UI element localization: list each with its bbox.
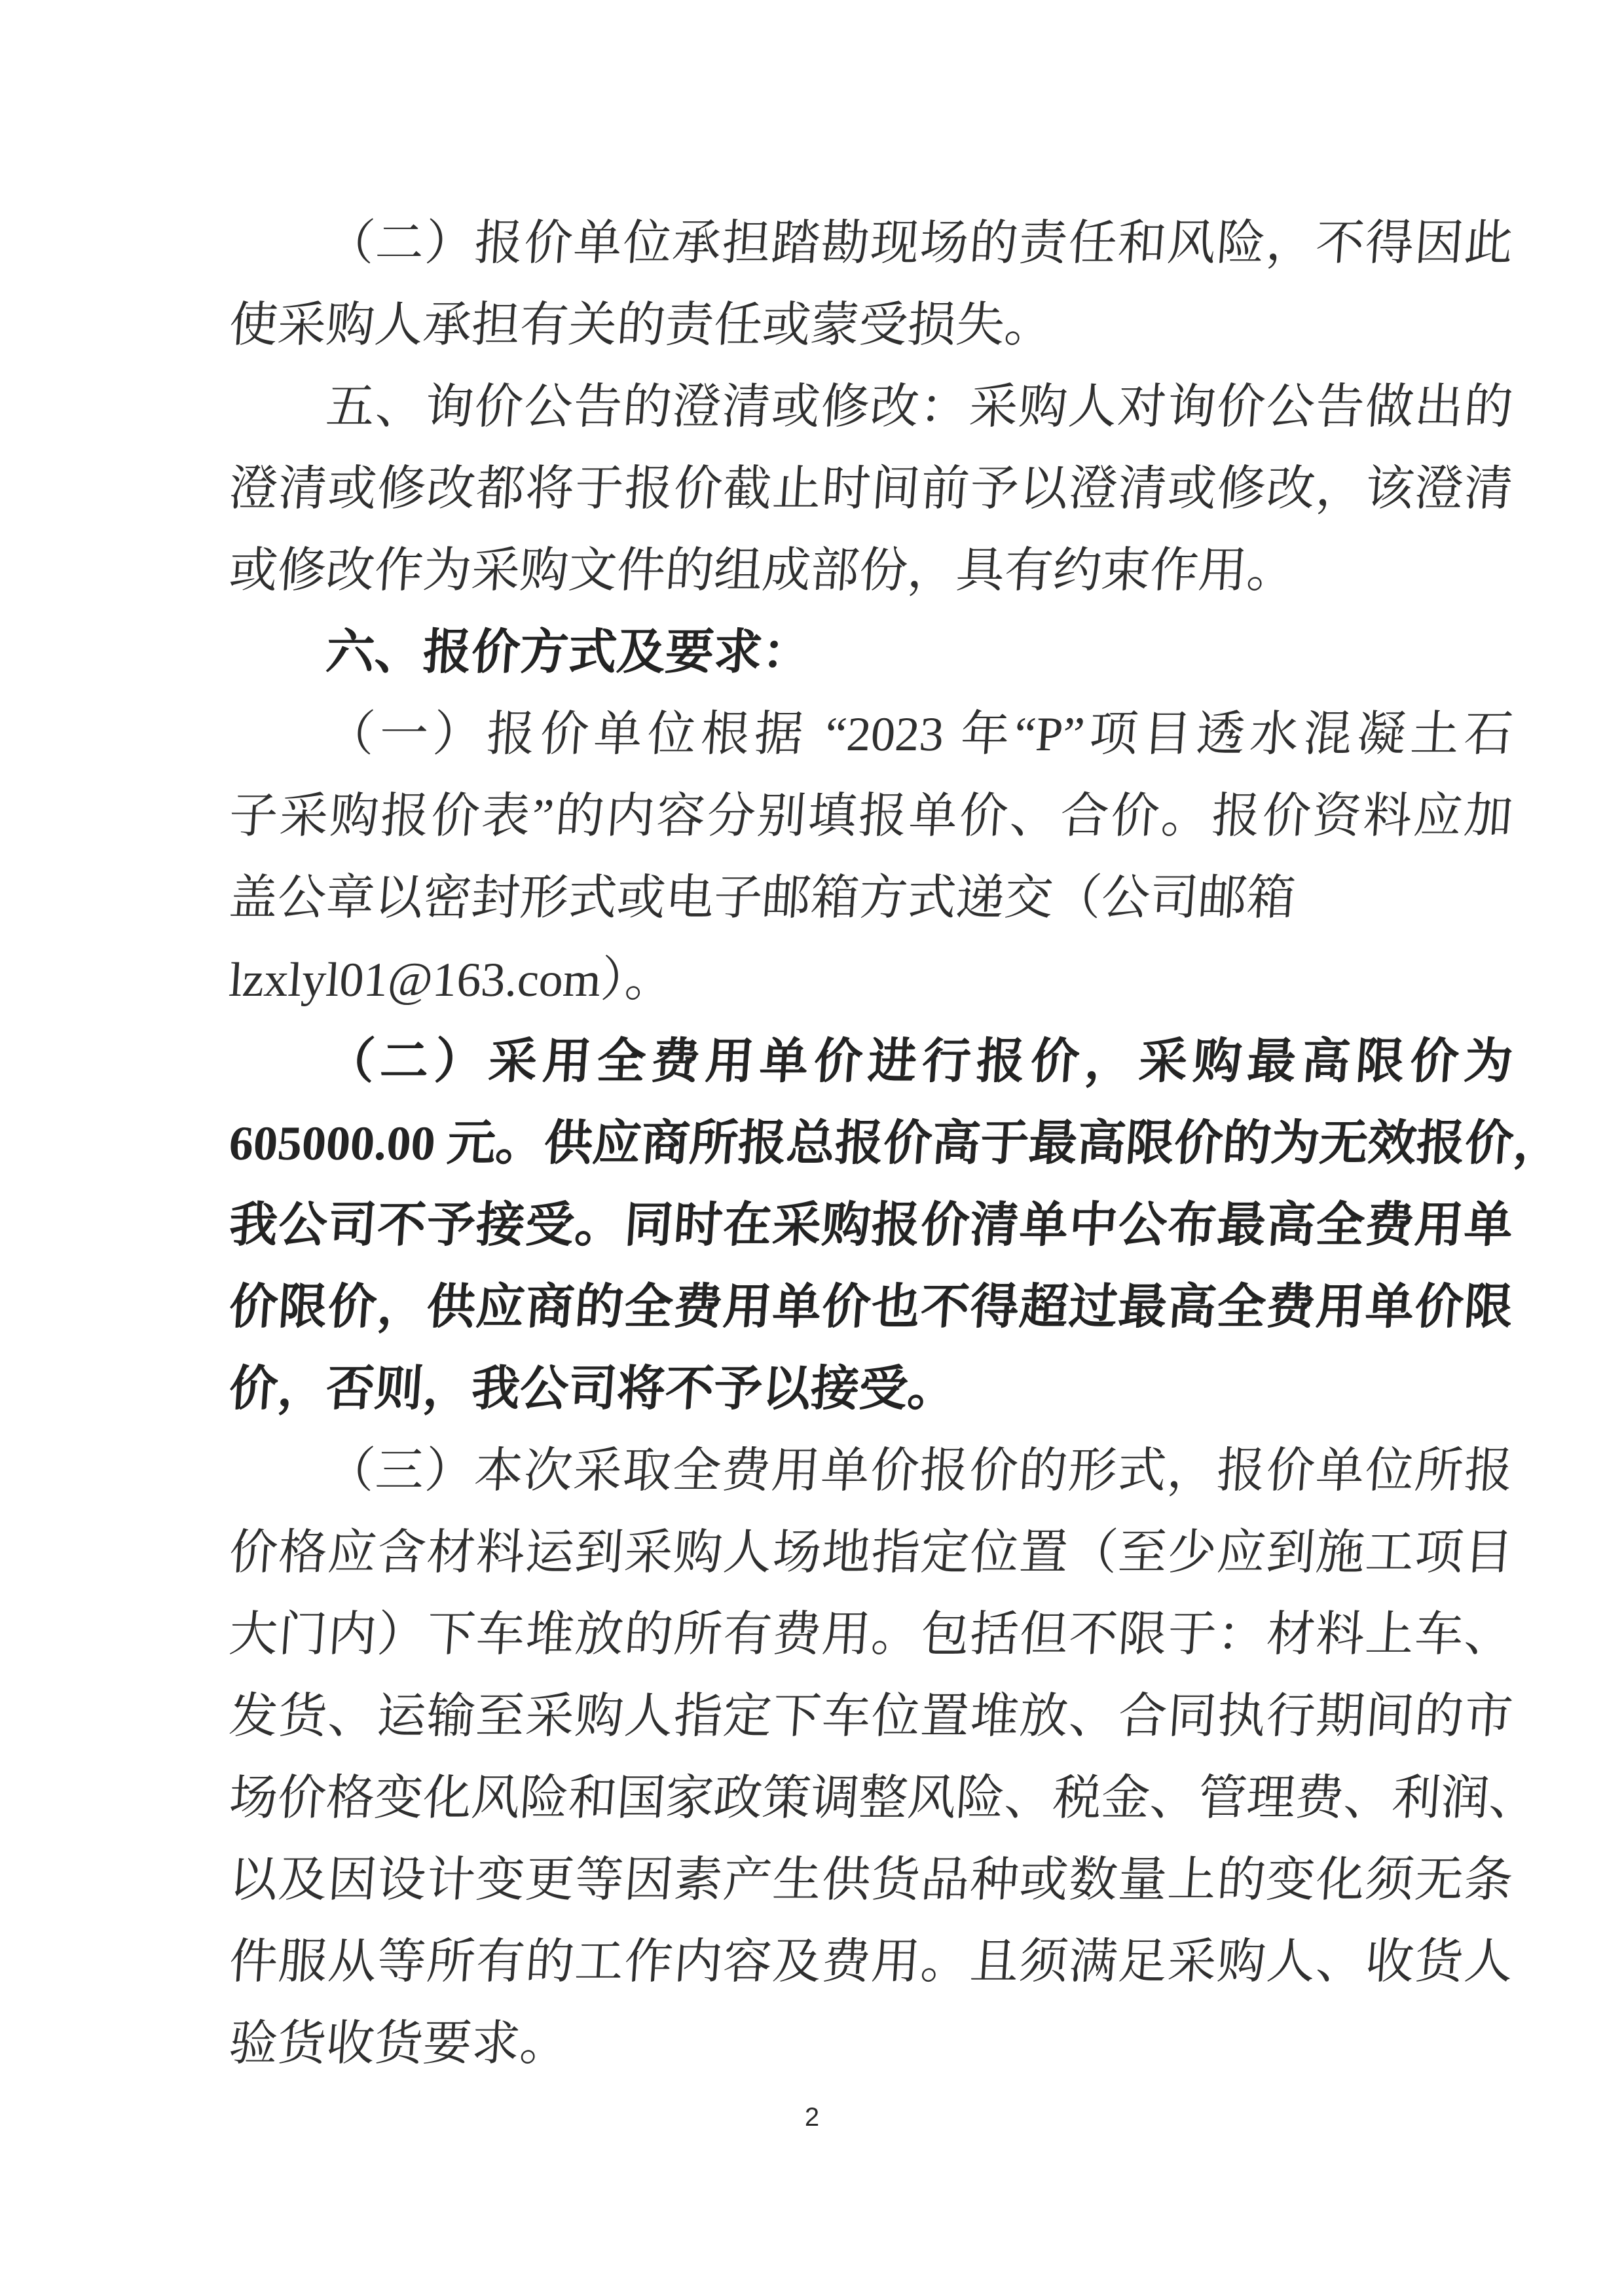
text-line: 发货、运输至采购人指定下车位置堆放、合同执行期间的市 (227, 1690, 1515, 1743)
page-number: 2 (804, 2103, 820, 2132)
text-line: 价格应含材料运到采购人场地指定位置（至少应到施工项目 (227, 1526, 1515, 1580)
text-line: 使采购人承担有关的责任或蒙受损失。 (227, 299, 1055, 352)
text-line: （三）本次采取全费用单价报价的形式，报价单位所报 (324, 1444, 1515, 1498)
text-line: 605000.00 元。供应商所报总报价高于最高限价的为无效报价， (227, 1117, 1564, 1171)
document-body-text (227, 203, 1564, 2085)
text-line: 大门内）下车堆放的所有费用。包括但不限于：材料上车、 (227, 1608, 1515, 1662)
text-line: 或修改作为采购文件的组成部份，具有约束作用。 (227, 544, 1297, 598)
text-line: 件服从等所有的工作内容及费用。且须满足采购人、收货人 (227, 1935, 1515, 1989)
text-line: 五、询价公告的澄清或修改：采购人对询价公告做出的 (324, 380, 1515, 434)
text-line: （二）报价单位承担踏勘现场的责任和风险，不得因此 (324, 217, 1515, 270)
text-line: 子采购报价表”的内容分别填报单价、合价。报价资料应加 (227, 790, 1515, 843)
text-line: 我公司不予接受。同时在采购报价清单中公布最高全费用单 (227, 1199, 1515, 1252)
text-line: 以及因设计变更等因素产生供货品种或数量上的变化须无条 (227, 1853, 1515, 1907)
text-line: 验货收货要求。 (227, 2017, 570, 2071)
text-line: 场价格变化风险和国家政策调整风险、税金、管理费、利润、 (227, 1772, 1540, 1825)
text-line: 价限价，供应商的全费用单价也不得超过最高全费用单价限 (227, 1281, 1515, 1334)
text-line: lzxlyl01@163.com）。 (227, 953, 676, 1007)
text-line: （一）报价单位根据 “2023 年“P”项目透水混凝土石 (324, 708, 1515, 761)
text-line: 六、报价方式及要求： (324, 626, 813, 680)
text-line: 价，否则，我公司将不予以接受。 (227, 1362, 958, 1416)
text-line: （二）采用全费用单价进行报价，采购最高限价为 (324, 1035, 1515, 1089)
text-line: 澄清或修改都将于报价截止时间前予以澄清或修改，该澄清 (227, 462, 1515, 516)
text-line: 盖公章以密封形式或电子邮箱方式递交（公司邮箱 (227, 871, 1297, 925)
